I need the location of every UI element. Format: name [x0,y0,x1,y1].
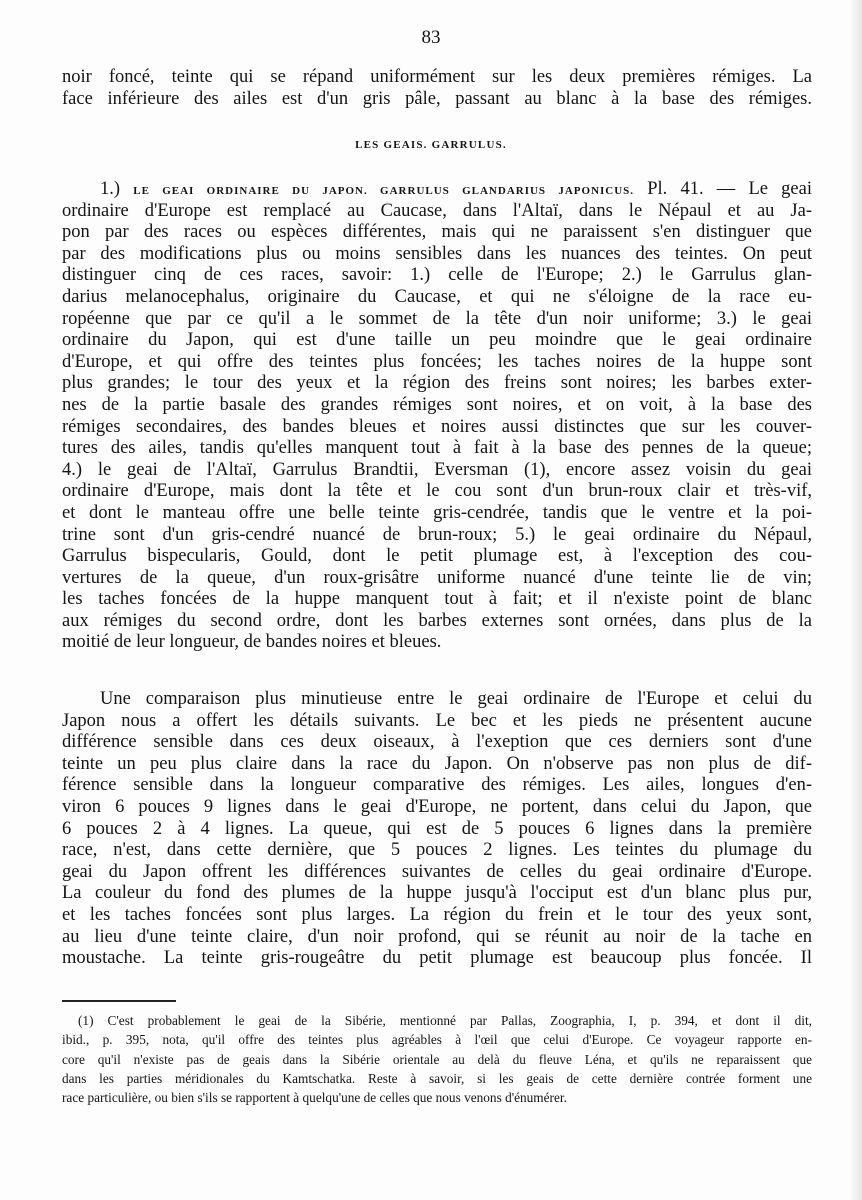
paragraph-1-line: 4.) le geai de l'Altaï, Garrulus Brandtii, Eversman (1), encore assez voisin du geai [62,459,812,480]
paragraph-1-line: tures des ailes, tandis qu'elles manquent tout à fait à la base des pennes de la queue; [62,438,812,459]
paragraph-2-line: 6 pouces 2 à 4 lignes. La queue, qui est de 5 pouces 6 lignes dans la première [62,818,812,839]
paragraph-2-line: race, n'est, dans cette dernière, que 5 pouces 2 lignes. Les teintes du plumage du [62,840,812,861]
paragraph-2-line: moustache. La teinte gris-rougeâtre du petit plumage est beaucoup plus foncée. Il [62,948,812,969]
entry-title-rest: Pl. 41. — Le geai [647,179,812,199]
paragraph-2-line: différence sensible dans ces deux oiseaux, à l'exeption que ces derniers sont d'une [62,732,812,753]
entry-number: 1.) [100,179,121,199]
paragraph-2-line: Japon nous a offert les détails suivants. Le bec et les pieds ne présentent aucune [62,710,812,731]
paragraph-2-line: viron 6 pouces 9 lignes dans le geai d'Europe, ne portent, dans celui du Japon, que [62,796,812,817]
intro-text [62,67,812,110]
paragraph-2-line: La couleur du fond des plumes de la huppe jusqu'à l'occiput est d'un blanc plus pur, [62,883,812,904]
paragraph-2-line: teinte un peu plus claire dans la race du Japon. On n'observe pas non plus de dif- [62,753,812,774]
entry-title: LE GEAI ORDINAIRE DU JAPON. GARRULUS GLANDARIUS JAPONICUS. [133,185,635,197]
paragraph-1-line: ordinaire d'Europe est remplacé au Caucase, dans l'Altaï, dans le Népaul et au Ja- [62,200,812,221]
section-heading: LES GEAIS. GARRULUS. [355,139,507,151]
paragraph-2-line: au lieu d'une teinte claire, d'un noir profond, qui se réunit au noir de la tache en [62,926,812,947]
footnote-rule [62,1000,176,1002]
paragraph-1-line: ropéenne que par ce qu'il a le sommet de la tête d'un noir uniforme; 3.) le geai [62,308,812,329]
footnote-line: core qu'il n'existe pas de geais dans la Sibérie orientale au delà du fleuve Léna, et qu'ils ne reparaissent que [62,1051,812,1067]
paragraph-1-line: les taches foncées de la huppe manquent tout à fait; et il n'existe point de blanc [62,589,812,610]
paragraph-1-line: trine sont d'un gris-cendré nuancé de brun-roux; 5.) le geai ordinaire du Népaul, [62,524,812,545]
paragraph-1-line: plus grandes; le tour des yeux et la région des freins sont noires; les barbes exter- [62,373,812,394]
paragraph-2 [62,689,812,970]
paragraph-1-line: aux rémiges du second ordre, dont les barbes externes sont ornées, dans plus de la [62,610,812,631]
entry-title-line [62,179,812,201]
intro-line: noir foncé, teinte qui se répand uniformément sur les deux premières rémiges. La [62,67,812,87]
footnote-line: dans les parties méridionales du Kamtschatka. Reste à savoir, si les geais de cette dernière contrée forment une [62,1070,812,1086]
paragraph-1-line: moitié de leur longueur, de bandes noires et bleues. [62,632,442,653]
paragraph-2-line: geai du Japon offrent les différences suivantes de celles du geai ordinaire d'Europe. [62,861,812,882]
footnote-line: ibid., p. 395, nota, qu'il offre des teintes plus agréables à l'œil que celui d'Europe. Ce voyageur rapporte en- [62,1032,812,1048]
footnote-line: race particulière, ou bien s'ils se rapportent à quelqu'une de celles que nous venons d'énumérer. [62,1090,567,1106]
paragraph-1-line: distinguer cinq de ces races, savoir: 1.) celle de l'Europe; 2.) le Garrulus glan- [62,265,812,286]
paragraph-1-line: Garrulus bispecularis, Gould, dont le petit plumage est, à l'exception des cou- [62,546,812,567]
paragraph-2-line: Une comparaison plus minutieuse entre le geai ordinaire de l'Europe et celui du [100,689,812,709]
paragraph-1-line: par des modifications plus ou moins sensibles dans les nuances des teintes. On peut [62,243,812,264]
paragraph-1-line: et dont le manteau offre une belle teinte gris-cendrée, tandis que le ventre et la poi- [62,502,812,523]
entry-text [62,179,812,654]
paragraph-1-line: darius melanocephalus, originaire du Caucase, et qui ne s'éloigne de la race eu- [62,286,812,307]
page-edge-shadow [848,0,862,1200]
intro-line: face inférieure des ailes est d'un gris pâle, passant au blanc à la base des rémiges. [62,88,812,109]
paragraph-2-line: et les taches foncées sont plus larges. La région du frein et le tour des yeux sont, [62,904,812,925]
paragraph-1-line: ordinaire du Japon, qui est d'une taille un peu moindre que le geai ordinaire [62,330,812,351]
paragraph-1-line: nes de la partie basale des grandes rémiges sont noires, et on voit, à la base des [62,394,812,415]
footnote-line: (1) C'est probablement le geai de la Sibérie, mentionné par Pallas, Zoographia, I, p. 394, et dont il dit, [78,1013,812,1028]
paragraph-1-line: pon par des races ou espèces différentes, mais qui ne paraissent s'en distinguer que [62,222,812,243]
paragraph-2-line: férence sensible dans la longueur comparative des rémiges. Les ailes, longues d'en- [62,775,812,796]
paragraph-1-line: rémiges secondaires, des bandes bleues et noires aussi distinctes que sur les couver- [62,416,812,437]
page-number: 83 [421,27,441,48]
paragraph-1-line: d'Europe, et qui offre des teintes plus foncées; les taches noires de la huppe sont [62,351,812,372]
paragraph-1-line: ordinaire d'Europe, mais dont la tête et le cou sont d'un brun-roux clair et très-vif, [62,481,812,502]
footnote [62,1011,812,1107]
paragraph-1-line: vertures de la queue, d'un roux-grisâtre uniforme nuancé d'une teinte lie de vin; [62,567,812,588]
